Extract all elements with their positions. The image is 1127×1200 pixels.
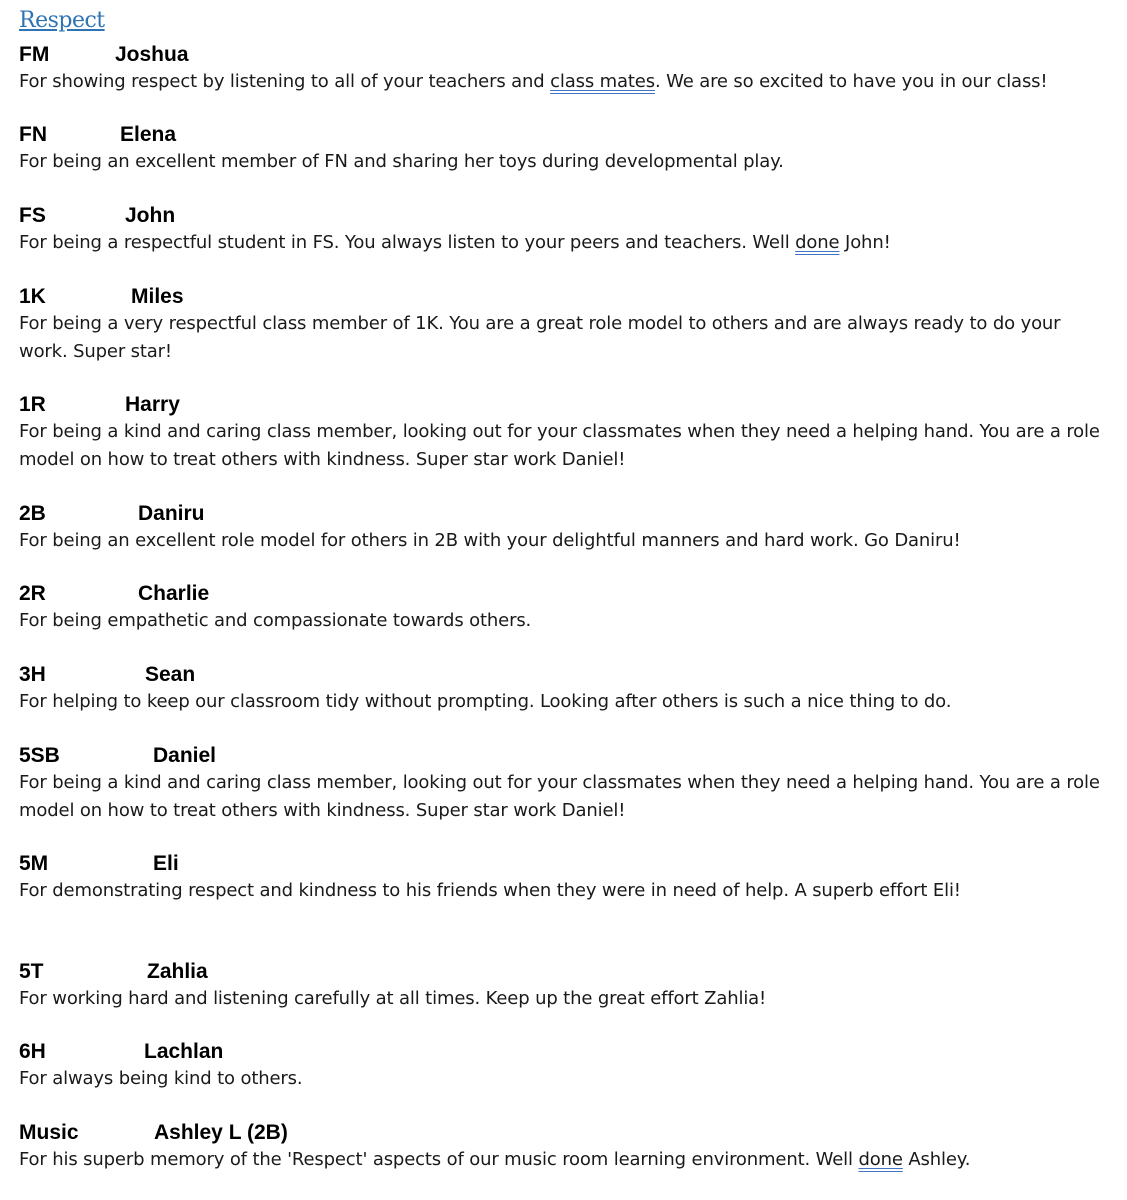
award-reason: For being an excellent member of FN and sharing her toys during developmental play. — [19, 151, 784, 172]
proofing-underline: done — [795, 232, 840, 253]
student-name: Charlie — [138, 582, 210, 605]
class-code: 5T — [19, 960, 44, 983]
award-reason: For being a respectful student in FS. You always listen to your peers and teachers. Well done John! — [19, 232, 891, 253]
student-name: John — [125, 204, 176, 227]
class-code: 2R — [19, 582, 46, 605]
student-name: Lachlan — [144, 1040, 224, 1063]
class-code: 2B — [19, 502, 46, 525]
award-entry — [19, 1038, 1114, 1093]
award-entry — [19, 391, 1114, 474]
award-entry — [19, 661, 1114, 716]
award-entry — [19, 1119, 1114, 1174]
section-heading: Respect — [19, 8, 105, 33]
student-name: Joshua — [115, 43, 189, 66]
student-name: Harry — [125, 393, 180, 416]
class-code: 3H — [19, 663, 46, 686]
award-reason: For being a kind and caring class member, looking out for your classmates when they need a helping hand. You are a role model on how to treat others with kindness. Super star work Daniel! — [19, 421, 1106, 470]
student-name: Daniel — [153, 744, 217, 767]
award-entry — [19, 500, 1114, 555]
class-code: 5SB — [19, 744, 60, 767]
award-reason: For being an excellent role model for others in 2B with your delightful manners and hard work. Go Daniru! — [19, 530, 961, 551]
award-reason: For always being kind to others. — [19, 1068, 303, 1089]
award-entry — [19, 202, 1114, 257]
class-code: Music — [19, 1121, 79, 1144]
award-entry — [19, 958, 1114, 1013]
class-code: FN — [19, 123, 47, 146]
award-entry — [19, 41, 1114, 96]
award-reason: For being a very respectful class member of 1K. You are a great role model to others and are always ready to do your work. Super star! — [19, 313, 1067, 362]
class-code: 5M — [19, 852, 49, 875]
award-entry — [19, 742, 1114, 825]
award-reason: For helping to keep our classroom tidy without prompting. Looking after others is such a nice thing to do. — [19, 691, 952, 712]
class-code: 1K — [19, 285, 46, 308]
proofing-underline: done — [858, 1149, 903, 1170]
award-entry — [19, 580, 1114, 635]
class-code: 1R — [19, 393, 46, 416]
award-reason: For being a kind and caring class member, looking out for your classmates when they need a helping hand. You are a role model on how to treat others with kindness. Super star work Daniel! — [19, 772, 1106, 821]
award-entry — [19, 850, 1114, 905]
student-name: Elena — [120, 123, 177, 146]
class-code: 6H — [19, 1040, 46, 1063]
class-code: FM — [19, 43, 50, 66]
student-name: Miles — [131, 285, 184, 308]
award-reason: For working hard and listening carefully at all times. Keep up the great effort Zahlia! — [19, 988, 767, 1009]
student-name: Eli — [153, 852, 179, 875]
award-reason: For demonstrating respect and kindness to his friends when they were in need of help. A superb effort Eli! — [19, 880, 961, 901]
student-name: Daniru — [138, 502, 205, 525]
award-reason: For showing respect by listening to all of your teachers and class mates. We are so excited to have you in our class! — [19, 71, 1048, 92]
student-name: Zahlia — [147, 960, 208, 983]
award-reason: For his superb memory of the 'Respect' aspects of our music room learning environment. Well done Ashley. — [19, 1149, 971, 1170]
award-reason: For being empathetic and compassionate towards others. — [19, 610, 532, 631]
class-code: FS — [19, 204, 46, 227]
award-entry — [19, 121, 1114, 176]
student-name: Ashley L (2B) — [154, 1121, 288, 1144]
proofing-underline: class mates — [550, 71, 655, 92]
award-entry — [19, 283, 1114, 366]
student-name: Sean — [145, 663, 196, 686]
